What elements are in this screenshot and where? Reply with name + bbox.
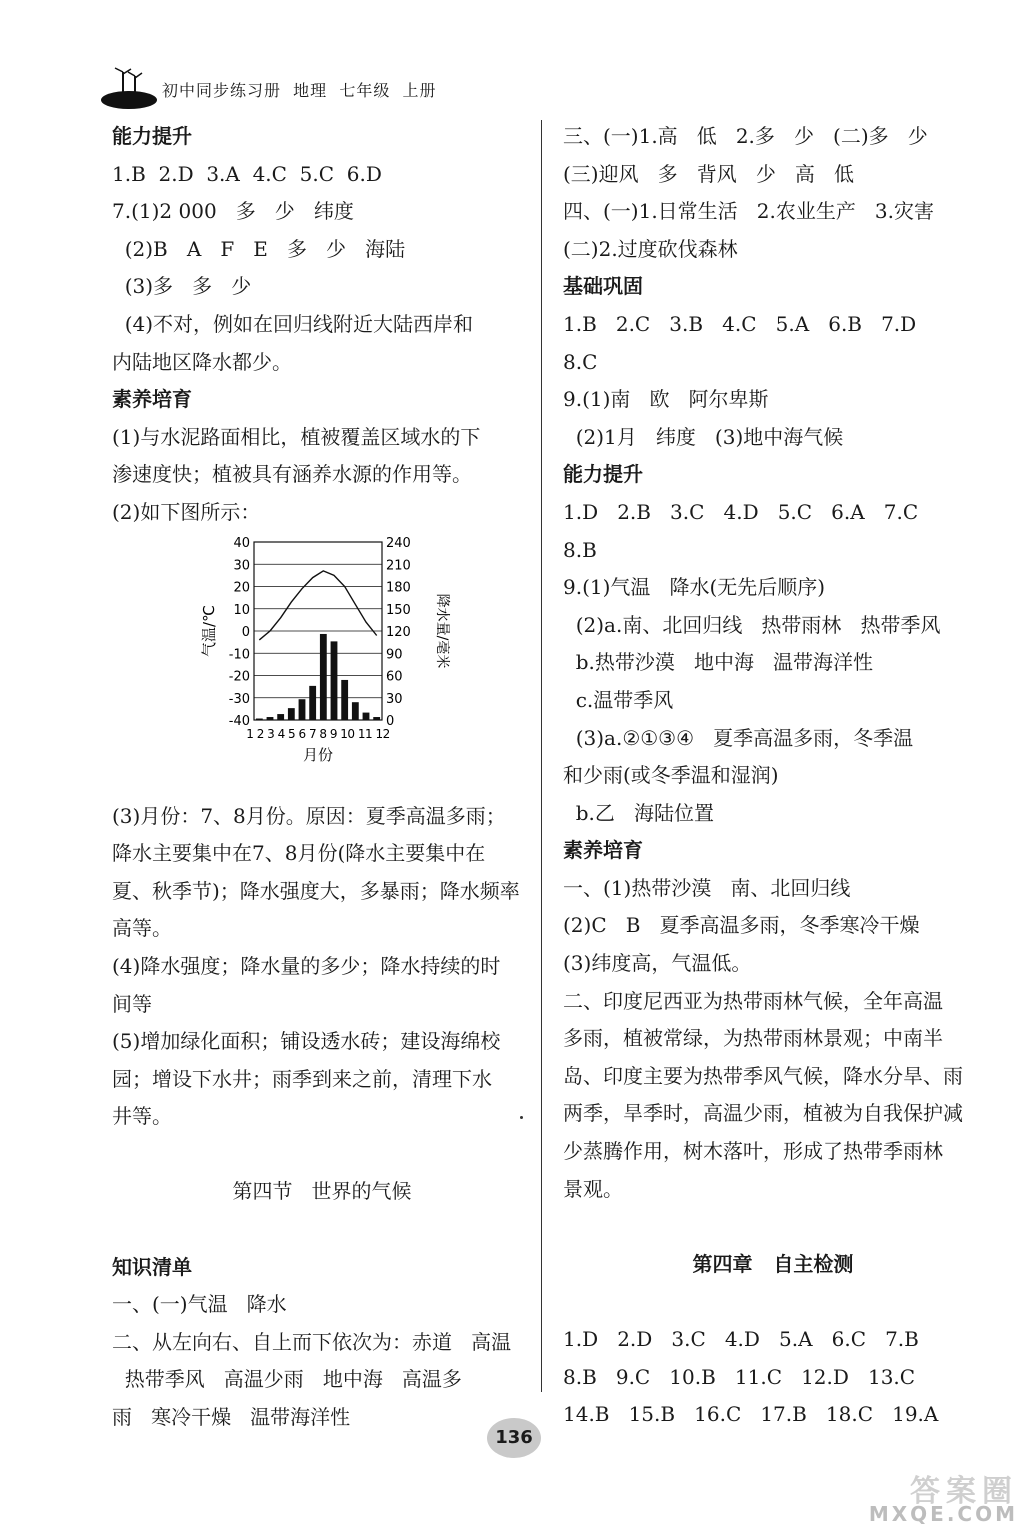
precip-bar <box>331 641 338 720</box>
text-line: 岛、印度主要为热带季风气候，降水分旱、雨 <box>563 1063 963 1088</box>
text-line: 三、(一)1.高 低 2.多 少 (二)多 少 <box>563 124 928 148</box>
y2-tick-label: 120 <box>386 624 411 640</box>
y2-tick-label: 90 <box>386 646 403 662</box>
text-line: 第四节 世界的气候 <box>232 1179 412 1204</box>
text-line <box>112 1136 532 1174</box>
text-line: 间等 <box>112 991 152 1016</box>
text-line: (二)2.过度砍伐森林 <box>563 236 738 261</box>
y-tick-label: 40 <box>233 535 250 551</box>
text-line <box>112 1211 532 1249</box>
precip-bar <box>256 718 263 719</box>
text-line: 8.B 9.C 10.B 11.C 12.D 13.C <box>563 1364 916 1389</box>
section-heading: 素养培育 <box>563 838 643 863</box>
y-tick-label: 20 <box>233 580 250 596</box>
y2-tick-label: 210 <box>386 557 411 573</box>
text-line: (3)多 多 少 <box>112 274 252 299</box>
text-line: (2)B A F E 多 少 海陆 <box>112 236 406 261</box>
tree-island-logo-icon <box>100 62 158 110</box>
text-line: 1.D 2.D 3.C 4.D 5.A 6.C 7.B <box>563 1327 919 1351</box>
text-line <box>563 1283 983 1321</box>
y2-tick-label: 60 <box>386 669 403 685</box>
y-tick-label: 0 <box>241 624 250 640</box>
x-axis-label: 月份 <box>302 745 334 764</box>
text-line: 1.B 2.C 3.B 4.C 5.A 6.B 7.D <box>563 311 917 336</box>
text-line: (三)迎风 多 背风 少 高 低 <box>563 161 854 186</box>
text-line: (3)a.②①③④ 夏季高温多雨，冬季温 <box>563 725 914 750</box>
y-tick-label: -10 <box>228 646 250 662</box>
watermark-top: 答案圈 <box>910 1474 1018 1509</box>
stray-mark <box>520 1116 523 1119</box>
text-line: 8.C <box>563 349 598 374</box>
text-line: 内陆地区降水都少。 <box>112 349 292 374</box>
section-heading: 第四章 自主检测 <box>692 1251 854 1276</box>
text-line: 少蒸腾作用，树木落叶，形成了热带季雨林 <box>563 1139 943 1164</box>
text-line: 四、(一)1.日常生活 2.农业生产 3.灾害 <box>563 199 934 224</box>
text-line: 二、印度尼西亚为热带雨林气候，全年高温 <box>563 988 943 1013</box>
text-line: 夏、秋季节)；降水强度大，多暴雨；降水频率 <box>112 878 520 903</box>
header-title: 初中同步练习册 地理 七年级 上册 <box>162 81 437 100</box>
text-line: 9.(1)南 欧 阿尔卑斯 <box>563 387 769 412</box>
text-line: 井等。 <box>112 1104 172 1129</box>
y-tick-label: -30 <box>228 691 250 707</box>
precip-bar <box>373 717 380 720</box>
text-line: 一、(1)热带沙漠 南、北回归线 <box>563 875 851 900</box>
text-line: (2)1月 纬度 (3)地中海气候 <box>563 424 844 449</box>
text-line: 二、从左向右、自上而下依次为：赤道 高温 <box>112 1329 512 1354</box>
precip-bar <box>341 679 348 719</box>
x-tick-labels: 1 2 3 4 5 6 7 8 9 10 11 12 <box>246 726 390 741</box>
text-line: 1.B 2.D 3.A 4.C 5.C 6.D <box>112 161 382 186</box>
text-line: (2)C B 夏季高温多雨，冬季寒冷干燥 <box>563 913 920 938</box>
text-line: 一、(一)气温 降水 <box>112 1292 287 1317</box>
left-column <box>112 118 532 1437</box>
precip-bar <box>309 685 316 719</box>
y-tick-label: 10 <box>233 602 250 618</box>
y2-tick-label: 180 <box>386 580 411 596</box>
text-line: 热带季风 高温少雨 地中海 高温多 <box>112 1367 462 1392</box>
text-line: 景观。 <box>563 1176 623 1201</box>
text-line: b.乙 海陆位置 <box>563 800 714 825</box>
precip-bar <box>299 699 306 720</box>
text-line: 园；增设下水井；雨季到来之前，清理下水 <box>112 1066 492 1091</box>
text-line: b.热带沙漠 地中海 温带海洋性 <box>563 650 874 675</box>
text-line: (2)a.南、北回归线 热带雨林 热带季风 <box>563 612 941 637</box>
y-axis-label: 气温/℃ <box>200 604 218 657</box>
section-heading: 知识清单 <box>112 1254 192 1279</box>
text-line: c.温带季风 <box>563 687 674 712</box>
text-line: 渗速度快；植被具有涵养水源的作用等。 <box>112 462 472 487</box>
text-line: 降水主要集中在7、8月份(降水主要集中在 <box>112 841 486 866</box>
precip-bar <box>363 712 370 719</box>
text-line: 多雨，植被常绿，为热带雨林景观；中南半 <box>563 1026 943 1051</box>
y-tick-label: -40 <box>228 713 250 729</box>
right-column <box>563 118 983 1434</box>
text-line: (1)与水泥路面相比，植被覆盖区域水的下 <box>112 424 481 449</box>
y2-tick-label: 240 <box>386 535 411 551</box>
precip-bar <box>320 633 327 719</box>
y-tick-label: -20 <box>228 669 250 685</box>
y2-tick-label: 150 <box>386 602 411 618</box>
text-line: 14.B 15.B 16.C 17.B 18.C 19.A <box>563 1402 939 1427</box>
watermark-bottom: MXQE.COM <box>868 1502 1018 1526</box>
y2-tick-label: 30 <box>386 691 403 707</box>
text-line: 1.D 2.B 3.C 4.D 5.C 6.A 7.C <box>563 499 919 524</box>
temperature-line <box>259 570 376 639</box>
climate-chart <box>112 532 532 798</box>
y2-axis-label: 降水量/毫米 <box>434 593 450 668</box>
text-line: (4)不对，例如在回归线附近大陆西岸和 <box>112 311 474 336</box>
watermark <box>848 1466 1018 1532</box>
precip-bar <box>267 717 274 720</box>
precip-bar <box>352 702 359 720</box>
section-heading: 素养培育 <box>112 387 192 412</box>
text-line: 9.(1)气温 降水(无先后顺序) <box>563 575 826 600</box>
section-heading: 基础巩固 <box>563 274 643 299</box>
text-line: (4)降水强度；降水量的多少；降水持续的时 <box>112 953 501 978</box>
page-header <box>100 62 960 112</box>
text-line <box>563 1208 983 1246</box>
section-heading: 能力提升 <box>112 124 192 148</box>
page-number: 136 <box>487 1418 541 1458</box>
precip-bar <box>277 714 284 720</box>
text-line: (3)月份：7、8月份。原因：夏季高温多雨； <box>112 803 506 828</box>
text-line: (3)纬度高，气温低。 <box>563 951 752 976</box>
y2-tick-label: 0 <box>386 713 395 729</box>
column-divider <box>541 120 542 1392</box>
text-line: 8.B <box>563 537 597 562</box>
text-line: (2)如下图所示： <box>112 499 261 524</box>
precip-bar <box>288 708 295 720</box>
text-line: 和少雨(或冬季温和湿润) <box>563 763 779 788</box>
text-line: (5)增加绿化面积；铺设透水砖；建设海绵校 <box>112 1029 501 1054</box>
y-tick-label: 30 <box>233 557 250 573</box>
text-line: 两季，旱季时，高温少雨，植被为自我保护减 <box>563 1101 963 1126</box>
text-line: 雨 寒冷干燥 温带海洋性 <box>112 1405 351 1430</box>
section-heading: 能力提升 <box>563 462 643 487</box>
text-line: 7.(1)2 000 多 少 纬度 <box>112 199 354 224</box>
text-line: 高等。 <box>112 916 172 941</box>
